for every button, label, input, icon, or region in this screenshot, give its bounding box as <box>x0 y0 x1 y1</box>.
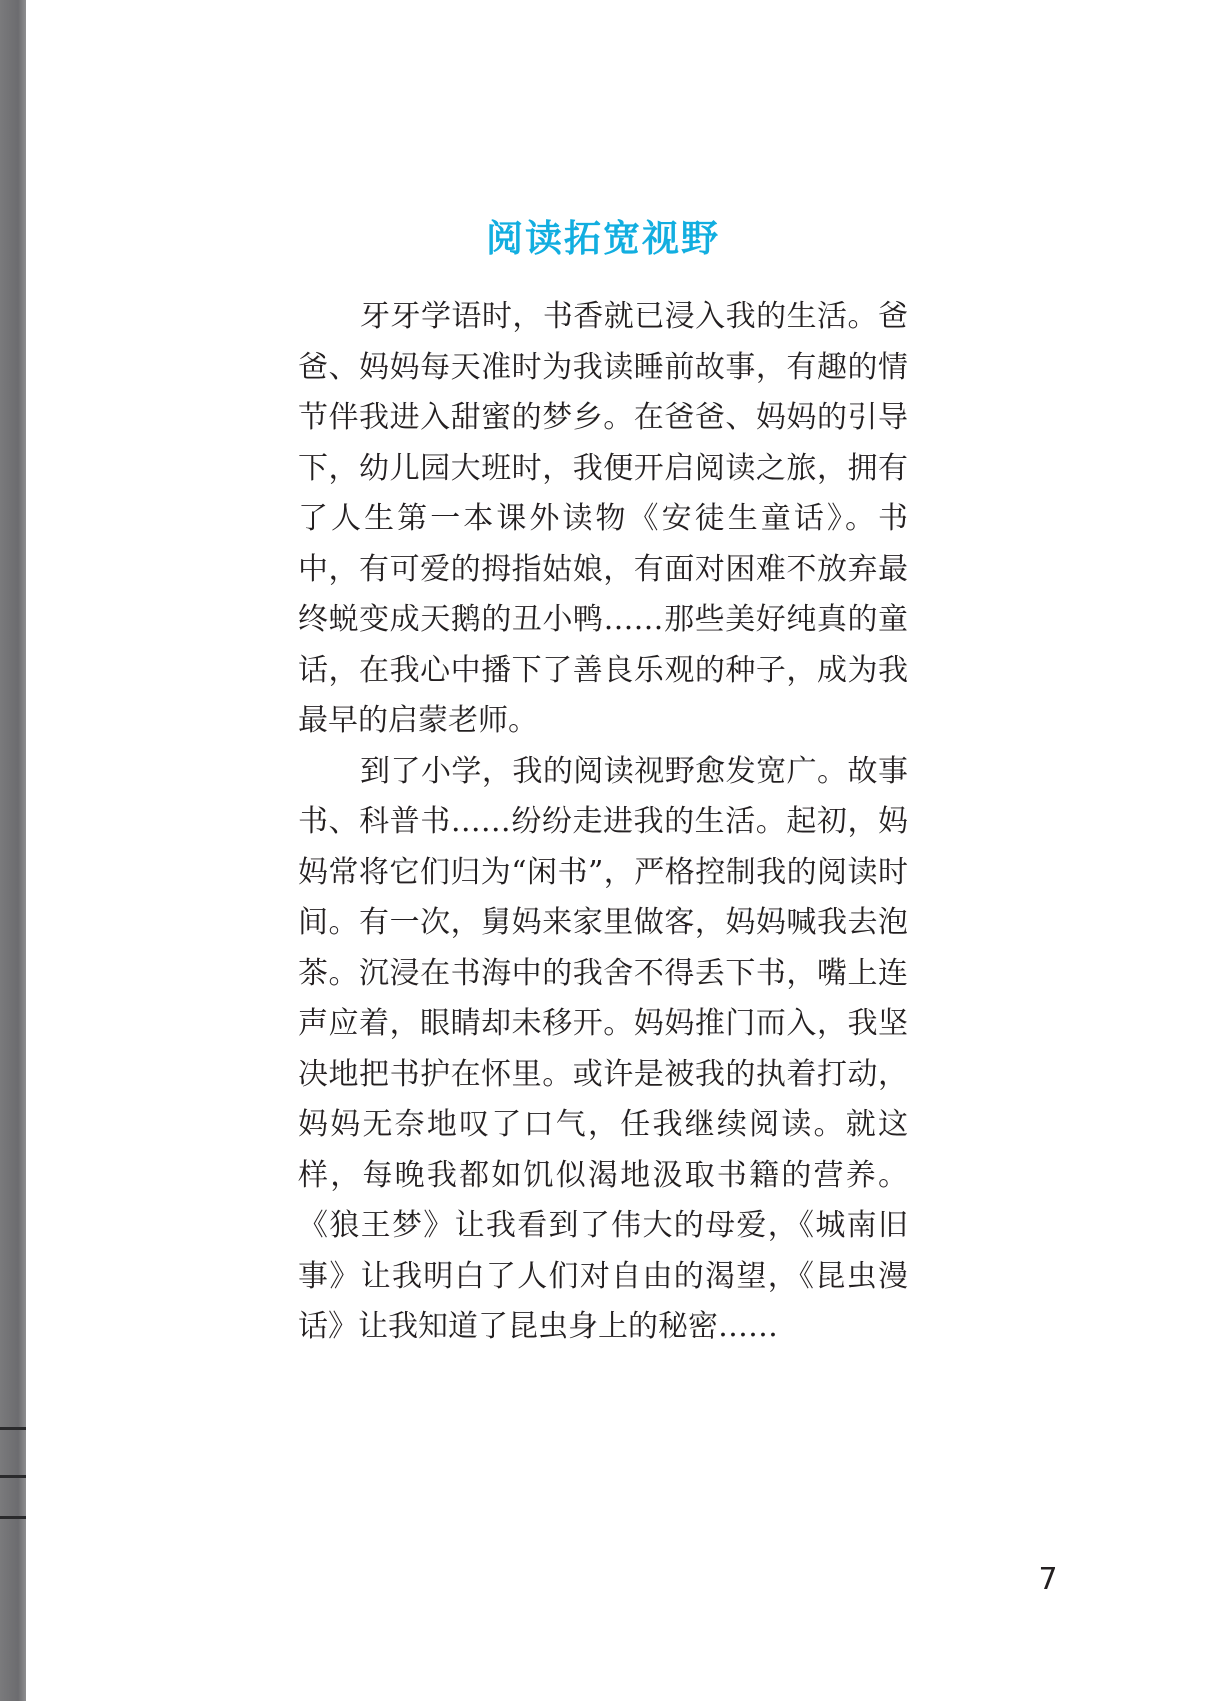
page-number: 7 <box>1038 1562 1058 1597</box>
paragraph: 到了小学，我的阅读视野愈发宽广。故事书、科普书……纷纷走进我的生活。起初，妈妈常将它们归为“闲书”，严格控制我的阅读时间。有一次，舅妈来家里做客，妈妈喊我去泡茶。沉浸在书海中的我舍不得丢下书，嘴上连声应着，眼睛却未移开。妈妈推门而入，我坚决地把书护在怀里。或许是被我的执着打动，妈妈无奈地叹了口气，任我继续阅读。就这样，每晚我都如饥似渴地汲取书籍的营养。《狼王梦》让我看到了伟大的母爱，《城南旧事》让我明白了人们对自由的渴望，《昆虫漫话》让我知道了昆虫身上的秘密…… <box>298 753 908 1344</box>
article-title: 阅读拓宽视野 <box>486 216 720 260</box>
edge-line <box>0 1427 26 1430</box>
article-body <box>298 292 908 1353</box>
page-edge-strip <box>0 0 26 1701</box>
edge-line <box>0 1475 26 1478</box>
paragraph: 牙牙学语时，书香就已浸入我的生活。爸爸、妈妈每天准时为我读睡前故事，有趣的情节伴我进入甜蜜的梦乡。在爸爸、妈妈的引导下，幼儿园大班时，我便开启阅读之旅，拥有了人生第一本课外读物《安徒生童话》。书中，有可爱的拇指姑娘，有面对困难不放弃最终蜕变成天鹅的丑小鸭……那些美好纯真的童话，在我心中播下了善良乐观的种子，成为我最早的启蒙老师。 <box>298 299 908 738</box>
edge-line <box>0 1516 26 1519</box>
